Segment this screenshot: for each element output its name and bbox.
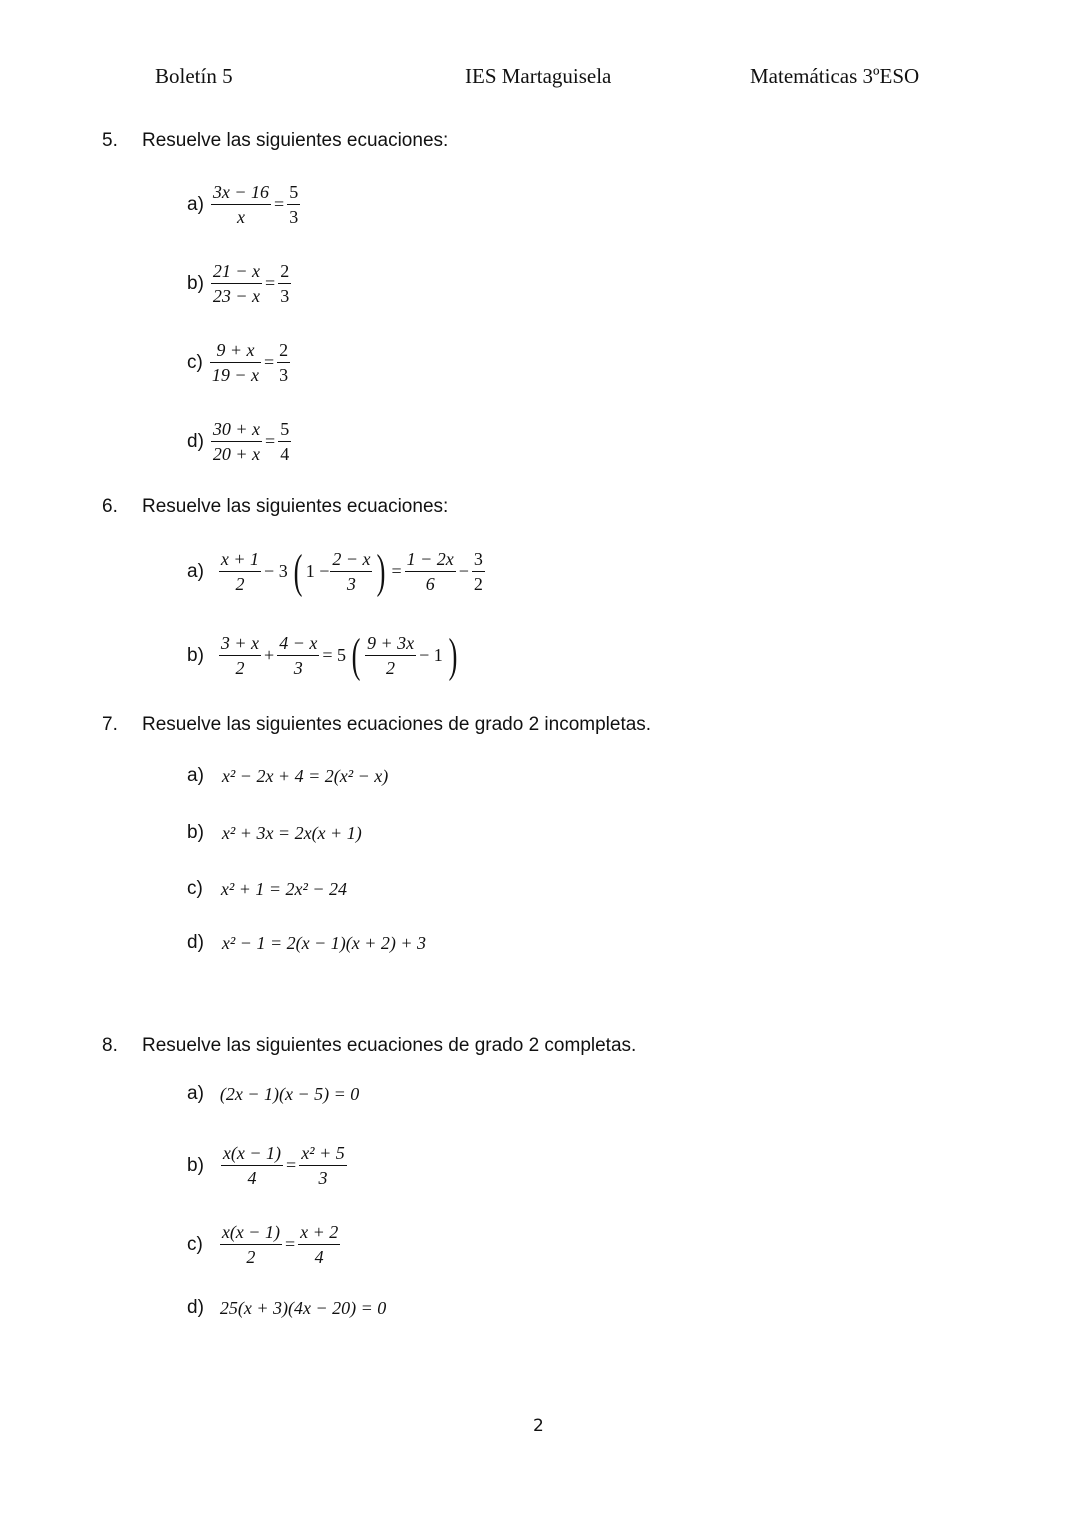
fraction: $\frac{5}{4}$ [280, 419, 290, 464]
fraction: $\frac{3x - 16}{x}$ [212, 182, 270, 227]
q6-text: Resuelve las siguientes ecuaciones: [142, 496, 449, 517]
q5-item-c: c) $\frac{9 + x}{19 - x}$ = $\frac{2}{3}$ [187, 340, 289, 385]
fraction: $\frac{9 + x}{19 - x}$ [211, 340, 259, 385]
q5-item-b: b) $\frac{21 - x}{23 - x}$ = $\frac{2}{3}$ [187, 261, 290, 306]
item-label: d) [187, 430, 204, 452]
header-right: Matemáticas 3ºESO [750, 64, 920, 88]
equation: x² + 3x = 2x(x + 1) [221, 822, 362, 843]
q5-text: Resuelve las siguientes ecuaciones: [142, 130, 449, 151]
equation: x² + 1 = 2x² − 24 [220, 878, 348, 899]
fraction: $\frac{9 + 3x}{2}$ [366, 633, 415, 678]
equation: 25(x + 3)(4x − 20) = 0 [219, 1297, 387, 1318]
right-parenthesis: ) [377, 544, 386, 598]
equation: x² − 1 = 2(x − 1)(x + 2) + 3 [221, 932, 426, 953]
item-label: c) [187, 1233, 203, 1255]
item-label: a) [187, 1083, 204, 1104]
item-label: b) [187, 1154, 204, 1176]
q8-item-d [187, 1297, 386, 1319]
fraction: $\frac{30 + x}{20 + x}$ [212, 419, 261, 464]
q5-item-d: d) $\frac{30 + x}{20 + x}$ = $\frac{5}{4}$ [187, 419, 290, 464]
fraction: $\frac{\text{x² + 5}}{3}$ [301, 1143, 345, 1188]
fraction: $\frac{x(x - 1)}{4}$ [222, 1143, 282, 1188]
item-label: a) [187, 560, 204, 582]
q8-item-c: c) $\frac{x(x - 1)}{2}$ = $\frac{x + 2}{4}$ [187, 1222, 339, 1267]
q8-number: 8. [102, 1035, 118, 1056]
header-center: IES Martaguisela [465, 64, 612, 88]
q7-item-c [187, 878, 347, 900]
fraction: $\frac{3}{2}$ [473, 549, 483, 594]
item-label: b) [187, 272, 204, 294]
fraction: $\frac{3 + x}{2}$ [220, 633, 260, 678]
item-label: b) [187, 644, 204, 666]
equation: (2x − 1)(x − 5) = 0 [219, 1083, 360, 1104]
q7-text: Resuelve las siguientes ecuaciones de grado 2 incompletas. [142, 714, 652, 735]
fraction: $\frac{5}{3}$ [289, 182, 299, 227]
fraction: $\frac{2}{3}$ [279, 340, 289, 385]
q7-item-d [187, 932, 426, 954]
fraction: $\frac{x(x - 1)}{2}$ [221, 1222, 280, 1267]
q7-item-a [187, 765, 388, 787]
item-label: b) [187, 822, 204, 843]
q7-number: 7. [102, 714, 118, 735]
fraction: $\frac{x + 2}{4}$ [300, 1222, 339, 1267]
q5-number: 5. [102, 130, 118, 151]
item-label: d) [187, 932, 204, 953]
item-label: d) [187, 1297, 204, 1318]
fraction: $\frac{2}{3}$ [280, 261, 290, 306]
q6-item-b: b) $\frac{3 + x}{2}$ + $\frac{4 - x}{3}$ = 5 ( $\frac{9 + 3x}{2}$ − 1 ) [187, 628, 458, 682]
q8-item-b: b) $\frac{x(x - 1)}{4}$ = $\frac{\text{x² + 5}}{3}$ [187, 1143, 345, 1188]
q8-text: Resuelve las siguientes ecuaciones de grado 2 completas. [142, 1035, 637, 1056]
fraction: $\frac{x + 1}{2}$ [220, 549, 260, 594]
q6-number: 6. [102, 496, 118, 517]
fraction: $\frac{1 - 2x}{6}$ [406, 549, 454, 594]
q7-item-b [187, 822, 362, 844]
item-label: c) [187, 351, 203, 373]
page-number: 2 [533, 1416, 544, 1436]
fraction: $\frac{2 - x}{3}$ [332, 549, 371, 594]
left-parenthesis: ( [293, 544, 303, 598]
item-label: a) [187, 765, 204, 786]
q5-item-a: a) $\frac{3x - 16}{x}$ = $\frac{5}{3}$ [187, 182, 299, 227]
fraction: $\frac{21 - x}{23 - x}$ [212, 261, 261, 306]
item-label: c) [187, 878, 203, 899]
right-parenthesis: ) [448, 628, 458, 682]
header-left: Boletín 5 [155, 64, 233, 88]
q8-item-a [187, 1083, 359, 1105]
left-parenthesis: ( [351, 628, 361, 682]
equation: x² − 2x + 4 = 2(x² − x) [221, 765, 389, 786]
item-label: a) [187, 193, 204, 215]
q6-item-a: a) $\frac{x + 1}{2}$ − 3 ( 1 − $\frac{2 - x}{3}$ ) = $\frac{1 - 2x}{6}$ − $\frac{3}{2}$ [187, 544, 483, 598]
fraction: $\frac{4 - x}{3}$ [279, 633, 318, 678]
